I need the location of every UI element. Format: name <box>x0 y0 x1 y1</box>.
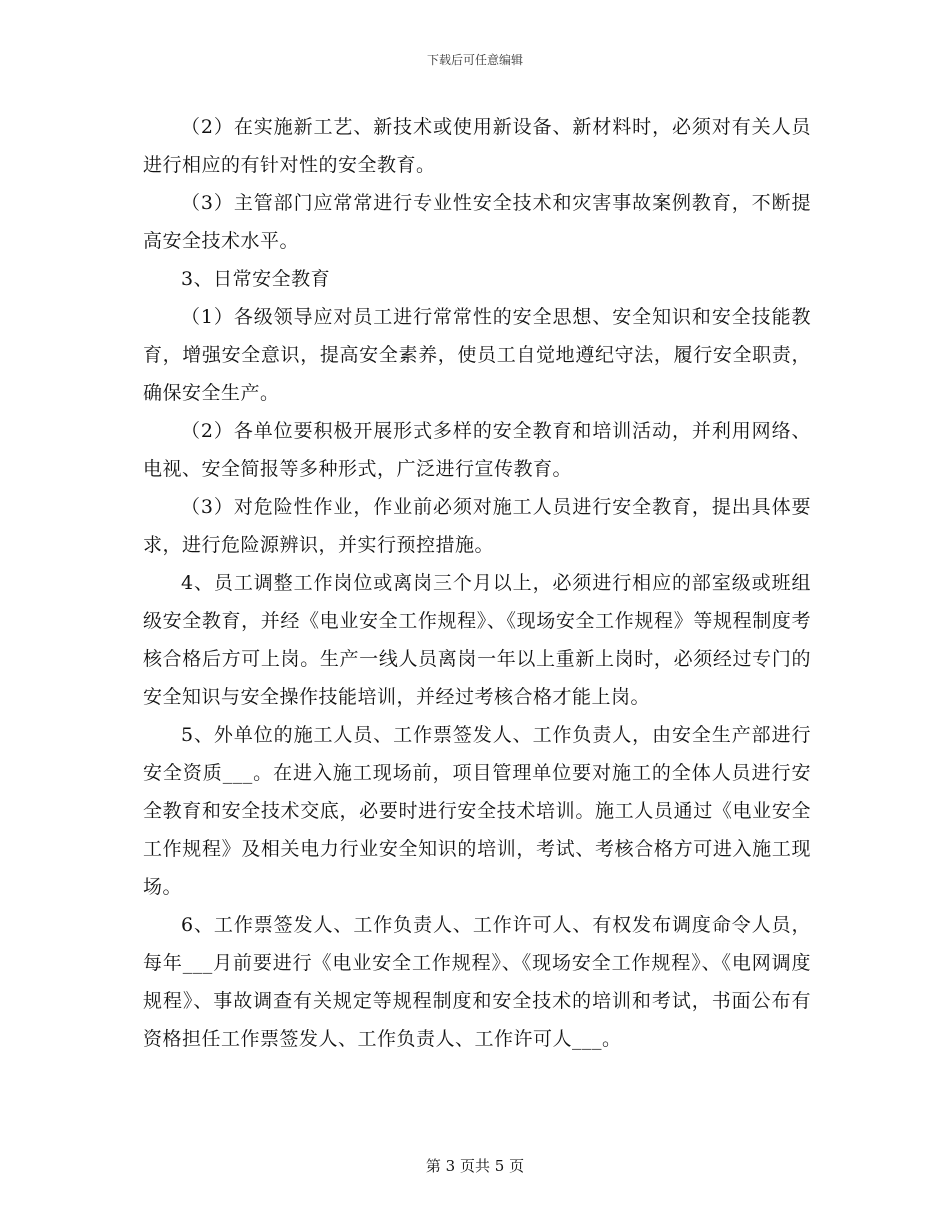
paragraph-2-training-activities: （2）各单位要积极开展形式多样的安全教育和培训活动，并利用网络、电视、安全简报等多种形式，广泛进行宣传教育。 <box>143 420 811 480</box>
paragraph-6-annual-exam: 6、工作票签发人、工作负责人、工作许可人、有权发布调度命令人员，每年___月前要进行《电业安全工作规程》、《现场安全工作规程》、《电网调度规程》、事故调查有关规定等规程制度和安全技术的培训和考试，书面公布有资格担任工作票签发人、工作负责人、工作许可人___。 <box>143 914 811 1050</box>
paragraph-1-leader-education: （1）各级领导应对员工进行常常性的安全思想、安全知识和安全技能教育，增强安全意识，提高安全素养，使员工自觉地遵纪守法，履行安全职责，确保安全生产。 <box>143 306 811 404</box>
paragraph-2-new-process-training: （2）在实施新工艺、新技术或使用新设备、新材料时，必须对有关人员进行相应的有针对性的安全教育。 <box>143 116 811 176</box>
document-body <box>143 108 811 1058</box>
page-header: 下载后可任意编辑 <box>426 53 523 67</box>
page-number-footer: 第 3 页共 5 页 <box>425 1157 525 1175</box>
paragraph-4-job-change: 4、员工调整工作岗位或离岗三个月以上，必须进行相应的部室级或班组级安全教育，并经《电业安全工作规程》、《现场安全工作规程》等规程制度考核合格后方可上岗。生产一线人员离岗一年以上重新上岗时，必须经过专门的安全知识与安全操作技能培训，并经过考核合格才能上岗。 <box>143 572 811 708</box>
section-heading-daily-education: 3、日常安全教育 <box>181 268 331 290</box>
paragraph-3-case-education: （3）主管部门应常常进行专业性安全技术和灾害事故案例教育，不断提高安全技术水平。 <box>143 192 811 252</box>
paragraph-3-hazardous-work: （3）对危险性作业，作业前必须对施工人员进行安全教育，提出具体要求，进行危险源辨识，并实行预控措施。 <box>143 496 811 556</box>
paragraph-5-external-workers: 5、外单位的施工人员、工作票签发人、工作负责人，由安全生产部进行安全资质___。在进入施工现场前，项目管理单位要对施工的全体人员进行安全教育和安全技术交底，必要时进行安全技术培训。施工人员通过《电业安全工作规程》及相关电力行业安全知识的培训，考试、考核合格方可进入施工现场。 <box>143 724 811 898</box>
